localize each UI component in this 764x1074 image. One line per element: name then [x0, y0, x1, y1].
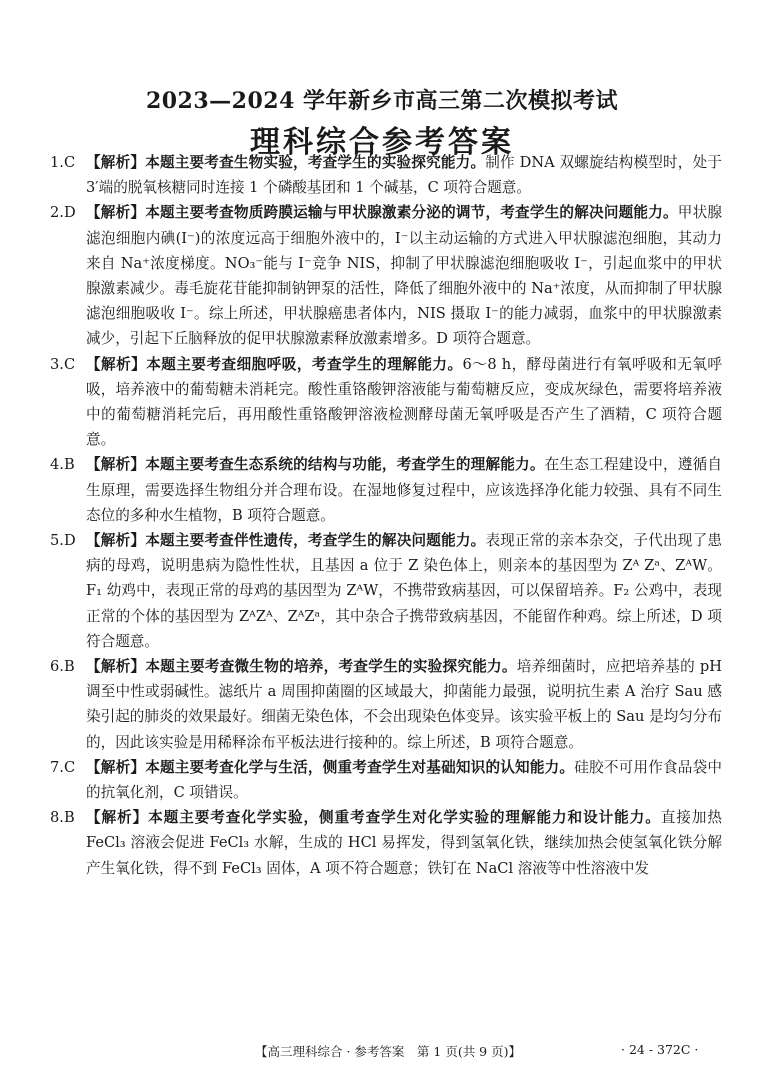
footer-code: · 24 - 372C ·: [621, 1042, 699, 1057]
item-number: 3.C: [50, 355, 76, 373]
item-text: 培养细菌时，应把培养基的 pH 调至中性或弱碱性。滤纸片 a 周围抑菌圈的区域最大，抑菌能力最强，说明抗生素 A 治疗 Sau 感染引起的肺炎的效果最好。细菌无染色体，不会出现染色体变异。该实验平板上的 Sau 是均匀分布的，因此该实验是用稀释涂布平板法进行接种的。综上所述，B 项符合题意。: [86, 658, 722, 751]
answer-item-5: [50, 528, 722, 654]
item-text: 甲状腺滤泡细胞内碘(I⁻)的浓度远高于细胞外液中的，I⁻以主动运输的方式进入甲状腺滤泡细胞，其动力来自 Na⁺浓度梯度。NO₃⁻能与 I⁻竞争 NIS，抑制了甲状腺滤泡细胞吸收 I⁻，引起血浆中的甲状腺激素减少。毒毛旋花苷能抑制钠钾泵的活性，降低了细胞外液中的 Na⁺浓度，从而抑制了甲状腺滤泡细胞吸收 I⁻。综上所述，甲状腺癌患者体内，NIS 摄取 I⁻的能力减弱，血浆中的甲状腺激素减少，引起下丘脑释放的促甲状腺激素释放激素增多。D 项符合题意。: [86, 204, 722, 348]
answer-item-6: [50, 654, 722, 755]
analysis-tag: 【解析】: [86, 532, 146, 550]
item-body: [86, 654, 722, 755]
item-text: 直接加热 FeCl₃ 溶液会促进 FeCl₃ 水解，生成的 HCl 易挥发，得到氢氧化铁，继续加热会使氢氧化铁分解产生氧化铁，得不到 FeCl₃ 固体，A 项不符合题意；铁钉在 NaCl 溶液等中性溶液中发: [86, 809, 722, 877]
item-lead: 本题主要考查微生物的培养，考查学生的实验探究能力。: [145, 658, 517, 676]
item-body: [86, 150, 722, 200]
item-text: 6～8 h，酵母菌进行有氧呼吸和无氧呼吸，培养液中的葡萄糖未消耗完。酸性重铬酸钾溶液能与葡萄糖反应，变成灰绿色，需要将培养液中的葡萄糖消耗完后，再用酸性重铬酸钾溶液检测酵母菌无氧呼吸是否产生了酒精，C 项符合题意。: [86, 355, 722, 449]
footer-page-info: 【高三理科综合 · 参考答案 第 1 页(共 9 页)】: [255, 1044, 521, 1059]
answer-item-3: [50, 352, 722, 453]
item-number: 5.D: [50, 532, 76, 550]
item-body: [86, 755, 722, 805]
item-body: [86, 452, 722, 528]
answer-item-1: [50, 150, 722, 200]
item-number: 4.B: [50, 456, 75, 474]
answer-item-2: [50, 200, 722, 351]
item-text: 硅胶不可用作食品袋中的抗氧化剂，C 项错误。: [86, 758, 722, 802]
item-lead: 本题主要考查伴性遗传，考查学生的解决问题能力。: [145, 532, 486, 550]
item-text: 表现正常的亲本杂交，子代出现了患病的母鸡，说明患病为隐性性状，且基因 a 位于 Z 染色体上，则亲本的基因型为 Zᴬ Zᵃ、ZᴬW。F₁ 幼鸡中，表现正常的母鸡的基因型为 ZᴬW，不携带致病基因，可以保留培养。F₂ 公鸡中，表现正常的个体的基因型为 ZᴬZᴬ、ZᴬZᵃ，其中杂合子携带致病基因，不能留作种鸡。综上所述，D 项符合题意。: [86, 532, 722, 650]
analysis-tag: 【解析】: [86, 758, 146, 776]
item-number: 6.B: [50, 658, 75, 676]
item-lead: 本题主要考查化学与生活，侧重考查学生对基础知识的认知能力。: [145, 758, 575, 776]
answer-item-4: [50, 452, 722, 528]
item-lead: 本题主要考查细胞呼吸，考查学生的理解能力。: [146, 355, 463, 373]
item-body: [86, 200, 722, 351]
item-lead: 本题主要考查化学实验，侧重考查学生对化学实验的理解能力和设计能力。: [148, 809, 661, 827]
item-text: 制作 DNA 双螺旋结构模型时，处于 3′端的脱氧核糖同时连接 1 个磷酸基团和 1 个碱基，C 项符合题意。: [86, 154, 722, 197]
item-body: [86, 528, 722, 654]
analysis-tag: 【解析】: [86, 204, 146, 222]
item-number: 1.C: [50, 154, 76, 171]
item-number: 7.C: [50, 758, 76, 776]
analysis-tag: 【解析】: [86, 456, 146, 474]
item-lead: 本题主要考查生物实验，考查学生的实验探究能力。: [145, 154, 486, 171]
item-text: 在生态工程建设中，遵循自生原理，需要选择生物组分并合理布设。在湿地修复过程中，应该选择净化能力较强、具有不同生态位的多种水生植物，B 项符合题意。: [86, 456, 722, 524]
item-body: [86, 805, 722, 881]
analysis-tag: 【解析】: [86, 154, 146, 171]
answer-item-8: [50, 805, 722, 881]
item-body: [86, 352, 722, 453]
item-lead: 本题主要考查生态系统的结构与功能，考查学生的理解能力。: [145, 456, 545, 474]
exam-title: 2023—2024 学年新乡市高三第二次模拟考试: [145, 88, 619, 114]
analysis-tag: 【解析】: [86, 809, 149, 827]
answer-key-title: 理科综合参考答案: [250, 125, 514, 160]
answer-list: [50, 150, 722, 881]
item-number: 8.B: [50, 809, 75, 827]
answer-item-7: [50, 755, 722, 805]
analysis-tag: 【解析】: [86, 355, 147, 373]
item-number: 2.D: [50, 204, 76, 222]
item-lead: 本题主要考查物质跨膜运输与甲状腺激素分泌的调节，考查学生的解决问题能力。: [145, 204, 678, 222]
analysis-tag: 【解析】: [86, 658, 146, 676]
